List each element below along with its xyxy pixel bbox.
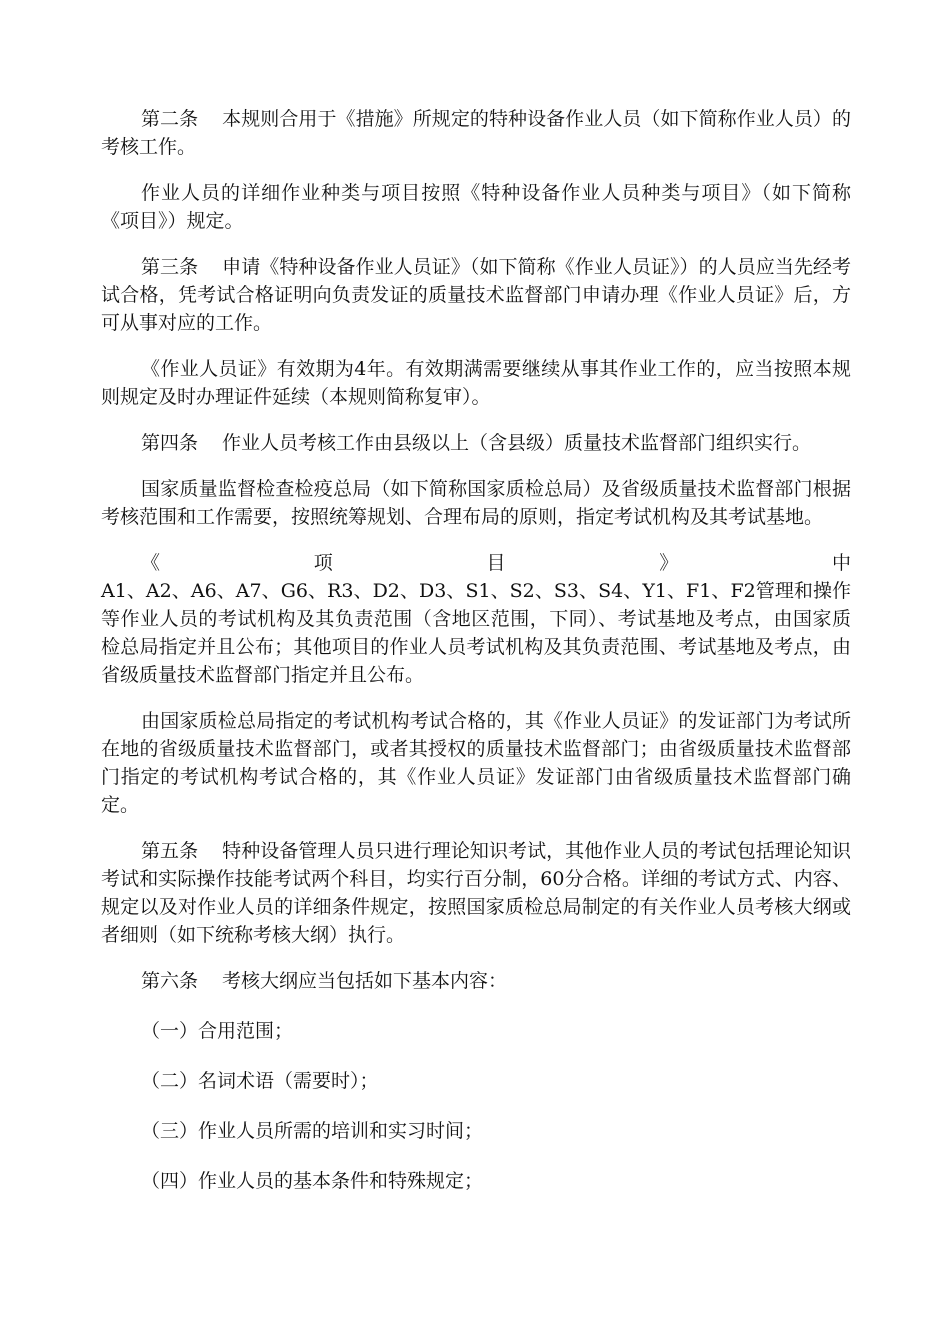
paragraph-work-types: 作业人员的详细作业种类与项目按照《特种设备作业人员种类与项目》（如下简称《项目》）规定。	[101, 182, 851, 232]
paragraph-article-2	[101, 105, 851, 161]
list-item: （二）名词术语（需要时）；	[141, 1070, 379, 1092]
paragraph-text: 作业人员考核工作由县级以上（含县级）质量技术监督部门组织实行。	[222, 432, 812, 454]
spread-char: 《	[141, 552, 161, 574]
list-item: （四）作业人员的基本条件和特殊规定；	[141, 1170, 484, 1192]
paragraph-text: 本规则合用于《措施》所规定的特种设备作业人员（如下简称作业人员）的考核工作。	[101, 108, 851, 158]
paragraph-issuing-dept: 由国家质检总局指定的考试机构考试合格的，其《作业人员证》的发证部门为考试所在地的省级质量技术监督部门，或者其授权的质量技术监督部门；由省级质量技术监督部门指定的考试机构考试合格的，其《作业人员证》发证部门由省级质量技术监督部门确定。	[101, 710, 851, 816]
spread-char: 》	[659, 552, 679, 574]
spread-char: 项	[313, 552, 333, 574]
list-item: （三）作业人员所需的培训和实习时间；	[141, 1120, 484, 1142]
paragraph-article-5	[101, 837, 851, 949]
article-number: 第六条	[141, 970, 199, 992]
article-number: 第三条	[141, 256, 199, 278]
spread-char: 中	[831, 552, 851, 574]
paragraph-text: 特种设备管理人员只进行理论知识考试，其他作业人员的考试包括理论知识考试和实际操作技能考试两个科目，均实行百分制，60分合格。详细的考试方式、内容、规定以及对作业人员的详细条件规定，按照国家质检总局制定的有关作业人员考核大纲或者细则（如下统称考核大纲）执行。	[101, 840, 851, 946]
document-page	[101, 105, 851, 1217]
spread-line	[101, 549, 851, 577]
paragraph-text: 考核大纲应当包括如下基本内容：	[222, 970, 508, 992]
article-number: 第五条	[141, 840, 199, 862]
list-item: （一）合用范围；	[141, 1020, 294, 1042]
paragraph-article-4	[101, 429, 851, 457]
paragraph-text: 申请《特种设备作业人员证》（如下简称《作业人员证》）的人员应当先经考试合格，凭考试合格证明向负责发证的质量技术监督部门申请办理《作业人员证》后，方可从事对应的工作。	[101, 256, 851, 334]
spread-char: 目	[486, 552, 506, 574]
article-number: 第二条	[141, 108, 199, 130]
paragraph-project-list	[101, 549, 851, 689]
paragraph-article-6	[101, 967, 851, 995]
paragraph-article-3	[101, 253, 851, 337]
paragraph-validity: 《作业人员证》有效期为4年。有效期满需要继续从事其作业工作的，应当按照本规则规定及时办理证件延续（本规则简称复审）。	[101, 358, 851, 408]
article-number: 第四条	[141, 432, 199, 454]
paragraph-aqsiq: 国家质量监督检查检疫总局（如下简称国家质检总局）及省级质量技术监督部门根据考核范围和工作需要，按照统筹规划、合理布局的原则，指定考试机构及其考试基地。	[101, 478, 851, 528]
paragraph-text: A1、A2、A6、A7、G6、R3、D2、D3、S1、S2、S3、S4、Y1、F1、F2管理和操作等作业人员的考试机构及其负责范围（含地区范围，下同）、考试基地及考点，由国家质检总局指定并且公布；其他项目的作业人员考试机构及其负责范围、考试基地及考点，由省级质量技术监督部门指定并且公布。	[101, 580, 851, 686]
